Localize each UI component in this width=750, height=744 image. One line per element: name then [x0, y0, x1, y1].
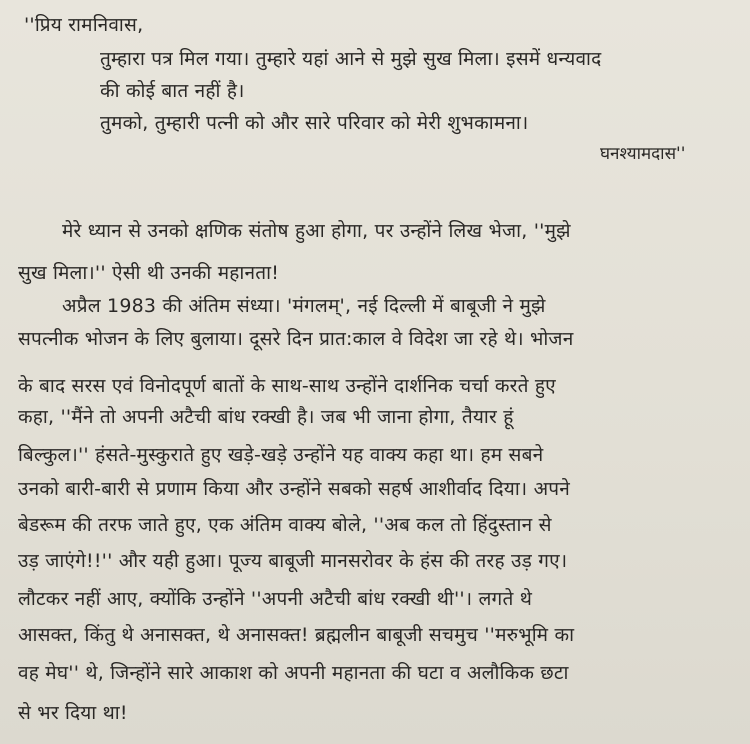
letter-line: तुम्हारा पत्र मिल गया। तुम्हारे यहां आने से मुझे सुख मिला। इसमें धन्यवाद: [100, 48, 602, 70]
text-line: बिल्कुल।'' हंसते-मुस्कुराते हुए खड़े-खड़े उन्होंने यह वाक्य कहा था। हम सबने: [18, 444, 544, 466]
letter-line: तुमको, तुम्हारी पत्नी को और सारे परिवार को मेरी शुभकामना।: [100, 112, 529, 134]
text-line: मेरे ध्यान से उनको क्षणिक संतोष हुआ होगा, पर उन्होंने लिख भेजा, ''मुझे: [62, 220, 571, 242]
text-line: के बाद सरस एवं विनोदपूर्ण बातों के साथ-साथ उन्होंने दार्शनिक चर्चा करते हुए: [18, 375, 556, 397]
text-line: सुख मिला।'' ऐसी थी उनकी महानता!: [18, 262, 280, 284]
text-line: लौटकर नहीं आए, क्योंकि उन्होंने ''अपनी अटैची बांध रक्खी थी''। लगते थे: [18, 588, 533, 610]
letter-salutation: ''प्रिय रामनिवास,: [24, 14, 144, 36]
letter-signature: घनश्यामदास'': [600, 144, 686, 164]
text-line: अप्रैल 1983 की अंतिम संध्या। 'मंगलम्', नई दिल्ली में बाबूजी ने मुझे: [62, 295, 546, 317]
text-line: बेडरूम की तरफ जाते हुए, एक अंतिम वाक्य बोले, ''अब कल तो हिंदुस्तान से: [18, 514, 552, 536]
text-line: कहा, ''मैंने तो अपनी अटैची बांध रक्खी है। जब भी जाना होगा, तैयार हूं: [18, 406, 514, 428]
text-line: आसक्त, किंतु थे अनासक्त, थे अनासक्त! ब्रह्मलीन बाबूजी सचमुच ''मरुभूमि का: [18, 624, 575, 646]
text-line: उनको बारी-बारी से प्रणाम किया और उन्होंने सबको सहर्ष आशीर्वाद दिया। अपने: [18, 478, 571, 500]
letter-line: की कोई बात नहीं है।: [100, 80, 245, 102]
text-line: उड़ जाएंगे!!'' और यही हुआ। पूज्य बाबूजी मानसरोवर के हंस की तरह उड़ गए।: [18, 550, 568, 572]
text-line: वह मेघ'' थे, जिन्होंने सारे आकाश को अपनी महानता की घटा व अलौकिक छटा: [18, 662, 569, 684]
text-line: सपत्नीक भोजन के लिए बुलाया। दूसरे दिन प्रात:काल वे विदेश जा रहे थे। भोजन: [18, 328, 574, 350]
text-line: से भर दिया था!: [18, 702, 128, 724]
